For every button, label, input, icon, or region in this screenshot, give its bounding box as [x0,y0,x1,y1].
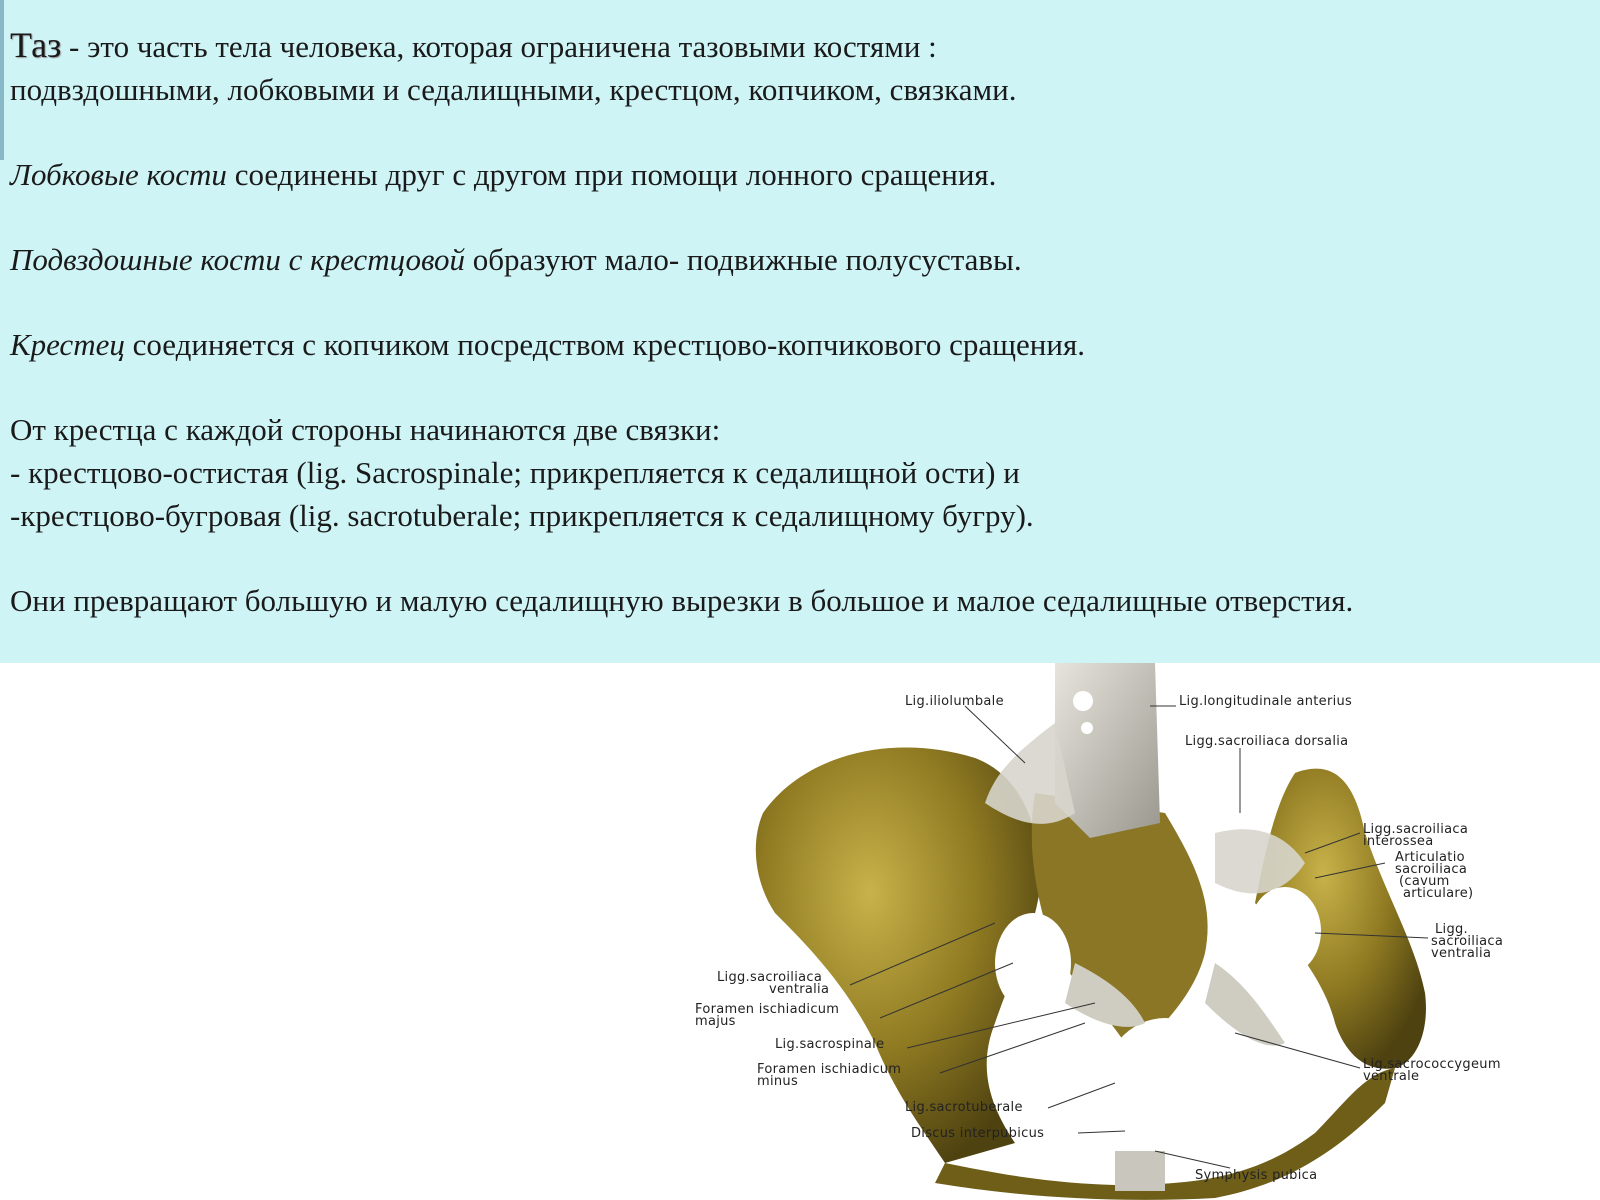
paragraph-foramina: Они превращают большую и малую седалищную вырезки в большое и малое седалищные отверстия. [10,583,1354,618]
label-articulatio-line4: articulare) [1403,886,1474,901]
iliac-text: образуют мало- подвижные полусуставы. [465,242,1022,277]
label-symphysis-pubica: Symphysis pubica [1195,1168,1318,1183]
label-sacrococcygeum-line1: Lig.sacrococcygeum [1363,1057,1501,1072]
pubic-text: соединены друг с другом при помощи лонного сращения. [226,157,997,192]
label-articulatio-line3: (cavum [1399,874,1450,889]
left-accent-stripe [0,0,4,160]
ligament-sacrotuberale: -крестцово-бугровая (lig. sacrotuberale; прикрепляется к седалищному бугру). [10,498,1034,533]
label-ligg-sacroiliaca-dorsalia: Ligg.sacroiliaca dorsalia [1185,734,1349,749]
label-foramen-minus-line2: minus [757,1074,799,1089]
ligament-sacrospinale: - крестцово-остистая (lig. Sacrospinale; прикрепляется к седалищной ости) и [10,455,1020,490]
paragraph-pubic [10,153,1590,196]
vertebral-foramen [1073,691,1093,711]
label-ligg-ventralia-left-line2: ventralia [769,982,830,997]
greater-sciatic-foramen-right [1249,887,1321,975]
label-discus-interpubicus: Discus interpubicus [911,1126,1045,1141]
obturator-ring-opening [1100,1018,1230,1168]
label-articulatio-line2: sacroiliaca [1395,862,1468,877]
greater-sciatic-foramen-left [995,913,1071,1013]
paragraph-sacrum [10,323,1590,366]
paragraph-iliac [10,238,1590,281]
vertebral-foramen-small [1081,722,1093,734]
label-lig-sacrotuberale: Lig.sacrotuberale [905,1100,1023,1115]
label-foramen-majus-line1: Foramen ischiadicum [695,1002,840,1017]
text-block [10,24,1590,622]
term-pubic-bones: Лобковые кости [10,157,227,192]
term-iliac-bones: Подвздошные кости с крестцовой [10,242,466,277]
label-foramen-majus-line2: majus [695,1014,736,1029]
label-foramen-minus-line1: Foramen ischiadicum [757,1062,902,1077]
label-interossea-line2: interossea [1363,834,1434,849]
symphysis-pubica [1115,1151,1165,1191]
definition-line2: подвздошными, лобковыми и седалищными, крестцом, копчиком, связками. [10,72,1017,107]
label-articulatio-line1: Articulatio [1395,850,1465,865]
label-ligg-ventralia-right-line1: Ligg. [1435,922,1468,937]
label-ligg-ventralia-left-line1: Ligg.sacroiliaca [717,970,823,985]
definition-line1: - это часть тела человека, которая ограничена тазовыми костями : [61,29,937,64]
term-sacrum: Крестец [10,327,125,362]
label-sacrococcygeum-line2: ventrale [1363,1069,1420,1084]
sacrum-text: соединяется с копчиком посредством крестцово-копчикового сращения. [124,327,1085,362]
paragraph-definition [10,24,1590,68]
label-lig-sacrospinale: Lig.sacrospinale [775,1037,885,1052]
term-taz: Таз [10,25,62,65]
sacrotuberous-ligament [1205,963,1285,1046]
label-ligg-ventralia-right-line2: sacroiliaca [1431,934,1504,949]
label-ligg-ventralia-right-line3: ventralia [1431,946,1492,961]
label-lig-iliolumbale: Lig.iliolumbale [905,694,1004,709]
label-lig-longitudinale-anterius: Lig.longitudinale anterius [1179,694,1353,709]
label-interossea-line1: Ligg.sacroiliaca [1363,822,1469,837]
ligaments-intro: От крестца с каждой стороны начинаются две связки: [10,412,721,447]
pelvis-illustration [695,663,1600,1200]
